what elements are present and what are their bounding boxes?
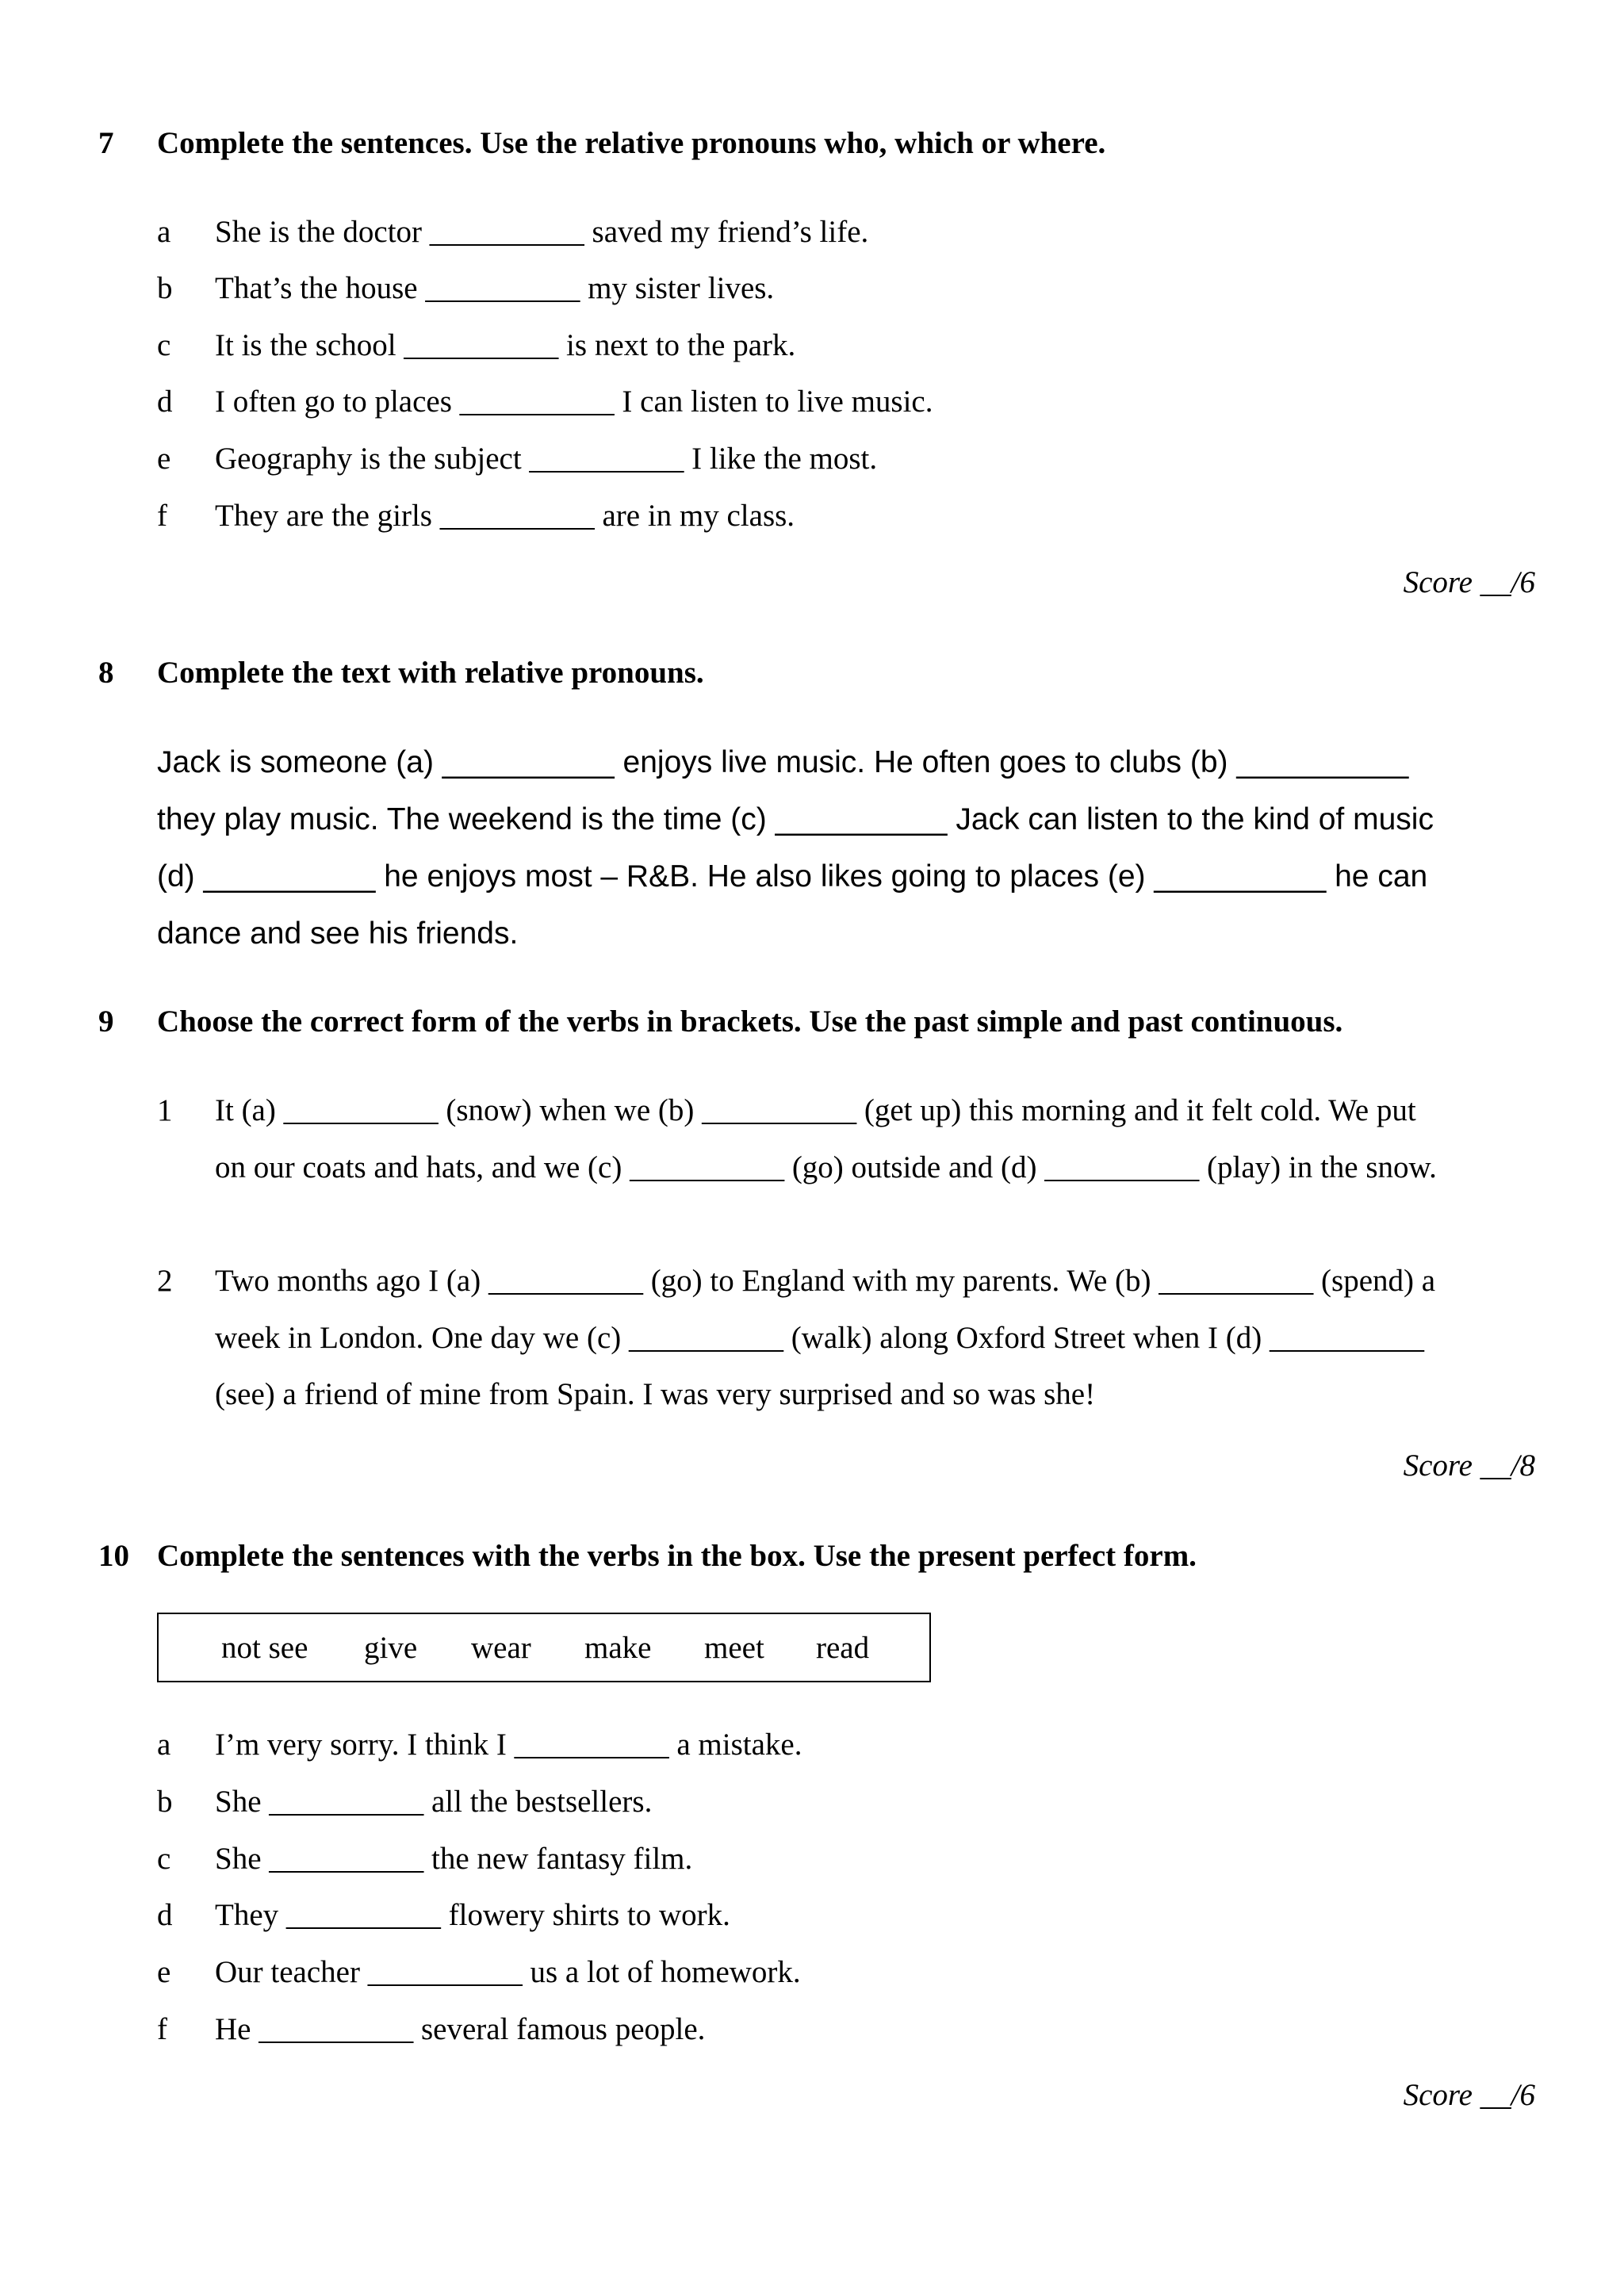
ex10-item-letter: a	[157, 1728, 171, 1762]
ex10-item-text: Our teacher __________ us a lot of homework.	[215, 1955, 801, 1989]
verb-box-word: read	[816, 1631, 870, 1665]
ex9-item-line: week in London. One day we (c) __________ (walk) along Oxford Street when I (d) __________	[215, 1321, 1424, 1355]
verb-box-word: wear	[471, 1631, 531, 1665]
exercise-9-number: 9	[98, 1004, 114, 1039]
ex7-item-letter: f	[157, 499, 167, 533]
ex9-item-line: on our coats and hats, and we (c) __________ (go) outside and (d) __________ (play) in the snow.	[215, 1150, 1437, 1184]
exercise-7-number: 7	[98, 126, 114, 160]
exercise-9-instruction: Choose the correct form of the verbs in brackets. Use the past simple and past continuous.	[157, 1004, 1343, 1039]
verb-box-word: meet	[704, 1631, 764, 1665]
ex10-item-letter: c	[157, 1842, 171, 1876]
ex8-text-line: they play music. The weekend is the time (c) __________ Jack can listen to the kind of music	[157, 802, 1434, 836]
ex9-item-number: 2	[157, 1264, 173, 1298]
ex10-item-text: He __________ several famous people.	[215, 2012, 706, 2046]
ex7-item-text: Geography is the subject __________ I like the most.	[215, 442, 878, 476]
ex7-item-letter: c	[157, 328, 171, 362]
ex7-item-letter: b	[157, 271, 173, 305]
ex10-item-letter: e	[157, 1955, 171, 1989]
ex7-item-letter: e	[157, 442, 171, 476]
exercise-7-score: Score __/6	[1403, 565, 1535, 599]
verb-box-word: not see	[221, 1631, 308, 1665]
ex7-item-text: She is the doctor __________ saved my friend’s life.	[215, 215, 869, 249]
ex10-item-letter: f	[157, 2012, 167, 2046]
ex7-item-text: It is the school __________ is next to the park.	[215, 328, 796, 362]
ex8-text-line: dance and see his friends.	[157, 916, 519, 951]
exercise-9-score: Score __/8	[1403, 1448, 1535, 1483]
exercise-8-number: 8	[98, 656, 114, 690]
ex9-item-line: Two months ago I (a) __________ (go) to England with my parents. We (b) __________ (spend) a	[215, 1264, 1436, 1298]
ex7-item-text: That’s the house __________ my sister lives.	[215, 271, 775, 305]
exercise-10-instruction: Complete the sentences with the verbs in the box. Use the present perfect form.	[157, 1539, 1197, 1573]
ex10-item-text: She __________ the new fantasy film.	[215, 1842, 693, 1876]
verb-box	[157, 1613, 931, 1682]
exercise-10-score: Score __/6	[1403, 2078, 1535, 2112]
ex10-item-letter: d	[157, 1898, 173, 1932]
ex9-item-line: (see) a friend of mine from Spain. I was very surprised and so was she!	[215, 1377, 1096, 1411]
ex9-item-line: It (a) __________ (snow) when we (b) __________ (get up) this morning and it felt cold. We put	[215, 1093, 1416, 1127]
ex10-item-letter: b	[157, 1785, 173, 1819]
ex7-item-letter: d	[157, 385, 173, 419]
ex7-item-text: They are the girls __________ are in my class.	[215, 499, 795, 533]
ex8-text-line: Jack is someone (a) __________ enjoys live music. He often goes to clubs (b) __________	[157, 745, 1409, 779]
verb-box-word: give	[364, 1631, 418, 1665]
ex7-item-text: I often go to places __________ I can listen to live music.	[215, 385, 933, 419]
ex9-item-number: 1	[157, 1093, 173, 1127]
ex8-text-line: (d) __________ he enjoys most – R&B. He also likes going to places (e) __________ he can	[157, 859, 1428, 894]
ex10-item-text: She __________ all the bestsellers.	[215, 1785, 653, 1819]
verb-box-word: make	[584, 1631, 652, 1665]
exercise-8-instruction: Complete the text with relative pronouns.	[157, 656, 704, 690]
ex10-item-text: I’m very sorry. I think I __________ a mistake.	[215, 1728, 802, 1762]
ex10-item-text: They __________ flowery shirts to work.	[215, 1898, 730, 1932]
exercise-10-number: 10	[98, 1539, 129, 1573]
exercise-7-instruction: Complete the sentences. Use the relative pronouns who, which or where.	[157, 126, 1106, 160]
ex7-item-letter: a	[157, 215, 171, 249]
